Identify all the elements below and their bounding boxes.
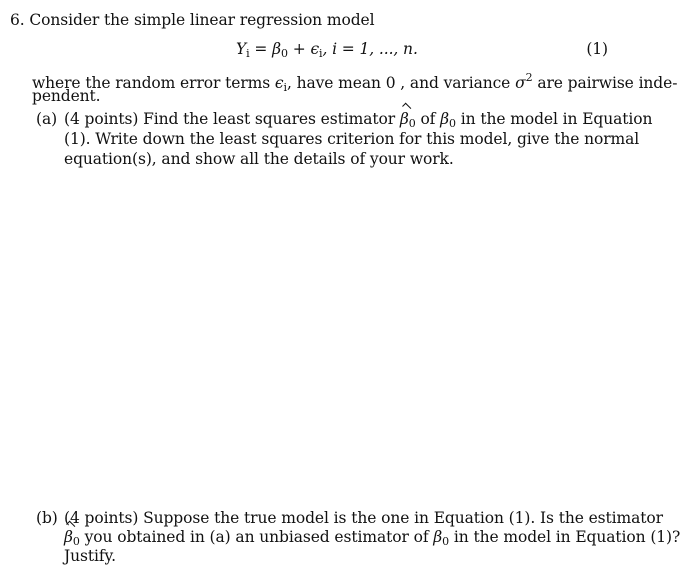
- beta-hat-symbol: [400, 109, 409, 129]
- part-a-line1-mid: of: [420, 110, 436, 128]
- eq-lhs-sub: i: [246, 47, 250, 60]
- eq-index: , i = 1, ..., n.: [322, 40, 418, 58]
- condition-mid: , have mean 0 , and variance: [286, 74, 511, 92]
- part-b-line-3: Justify.: [64, 547, 116, 565]
- part-b-beta: β: [433, 528, 443, 546]
- part-a-line-3: equation(s), and show all the details of your work.: [64, 150, 454, 168]
- part-b-beta-sub: 0: [442, 535, 450, 548]
- problem-number: 6.: [10, 11, 25, 29]
- eq-eps-sub: i: [319, 47, 323, 60]
- part-b-beta-hat-letter: β: [64, 528, 73, 546]
- part-b-label: (b): [36, 509, 58, 527]
- problem-intro-line: [10, 10, 374, 30]
- part-a-line1-start: (4 points) Find the least squares estimator: [64, 110, 396, 128]
- condition-start: where the random error terms: [32, 74, 271, 92]
- condition-eps-sub: i: [283, 81, 287, 94]
- problem-intro: Consider the simple linear regression model: [29, 11, 375, 29]
- part-b-line2-end: in the model in Equation (1)?: [453, 528, 680, 546]
- part-b-line-1: (4 points) Suppose the true model is the one in Equation (1). Is the estimator: [64, 509, 663, 527]
- beta-hat-sub: 0: [408, 117, 416, 130]
- eq-eps: ϵ: [310, 40, 320, 58]
- eq-lhs: Y: [236, 40, 247, 58]
- condition-sigma: σ: [515, 74, 526, 92]
- eq-plus: +: [292, 40, 306, 58]
- condition-line-1: [32, 68, 677, 98]
- eq-beta-sub: 0: [280, 47, 288, 60]
- condition-line-2: pendent.: [32, 87, 101, 105]
- eq-beta: β: [272, 40, 281, 58]
- part-a-label: (a): [36, 110, 58, 128]
- model-equation: [236, 39, 418, 64]
- part-b-beta-hat-sub: 0: [72, 535, 80, 548]
- part-b-line2-mid: you obtained in (a) an unbiased estimator of: [84, 528, 429, 546]
- part-b-beta-hat-symbol: [64, 527, 73, 547]
- beta-hat-letter: β: [399, 110, 409, 128]
- part-a-line-2: (1). Write down the least squares criterion for this model, give the normal: [64, 130, 640, 148]
- condition-eps: ϵ: [274, 74, 284, 92]
- condition-sigma-sup: 2: [525, 71, 533, 84]
- condition-end: are pairwise inde-: [537, 74, 678, 92]
- part-a-beta: β: [440, 110, 450, 128]
- part-a-line1-end: in the model in Equation: [460, 110, 653, 128]
- equation-label: (1): [586, 40, 608, 58]
- part-b-line-2: [64, 527, 680, 552]
- part-a-beta-sub: 0: [449, 117, 456, 130]
- eq-equals: =: [254, 40, 268, 58]
